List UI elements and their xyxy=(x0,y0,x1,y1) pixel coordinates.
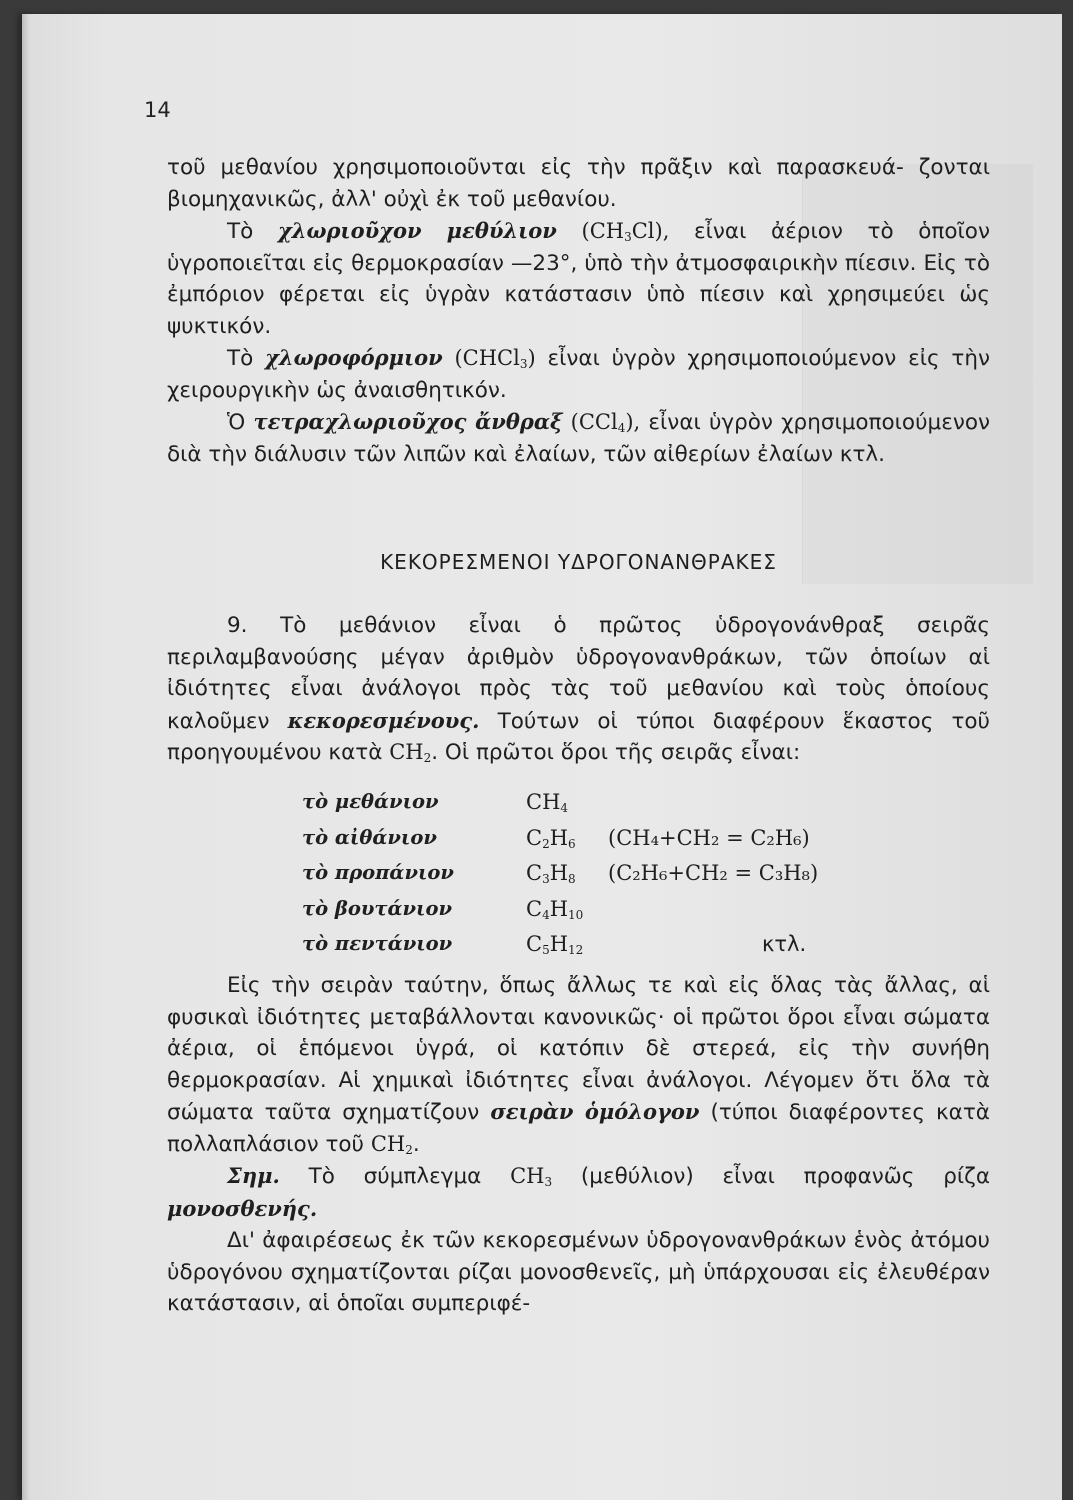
series-row-propane xyxy=(302,861,902,897)
lead-word: Ὁ xyxy=(227,410,246,435)
series-formula: $C_2H_6$ xyxy=(526,825,576,851)
series-row-ethane xyxy=(302,826,902,862)
term-saturated: κεκορεσμένους. xyxy=(287,707,480,733)
paragraph-radicals xyxy=(167,1225,990,1320)
formula-methyl-chloride: $(CH_3Cl)$, xyxy=(581,219,670,244)
text-block-top xyxy=(167,152,990,470)
series-etc: κτλ. xyxy=(762,932,807,956)
series-text-a: Εἰς τὴν σειρὰν ταύτην, ὅπως ἄλλως τε καὶ εἰς ὅλας τὰς ἄλλας, αἱ φυσικαὶ ἰδιότητες μεταβάλλονται κανονικῶς· οἱ πρῶτοι ὅροι εἶναι σώματα ἀέρια, οἱ ἑπόμενοι ὑγρά, οἱ κατόπιν δὲ στερεά, εἰς τὴν συνήθη θερμοκρασίαν. Αἱ χημικαὶ ἰδιότητες εἶναι ἀνάλογοι. Λέγομεν ὅτι ὅλα τὰ σώματα ταῦτα σχηματίζουν xyxy=(167,973,990,1125)
ccl4-text: εἶναι ὑγρὸν χρησιμοποιούμενον διὰ τὴν διάλυσιν τῶν λιπῶν καὶ ἐλαίων, τῶν αἰθερίων ἐλαίων κτλ. xyxy=(167,410,990,467)
paragraph-9 xyxy=(167,610,990,769)
series-formula: $C_5H_{12}$ xyxy=(526,932,584,957)
series-formula: $CH_4$ xyxy=(526,790,569,815)
paragraph-carbon-tetrachloride xyxy=(167,406,990,470)
formula-chloroform: (CHCl$_3$) xyxy=(454,346,536,371)
series-formula: $C_3H_8$ xyxy=(526,861,576,886)
lead-word: Τὸ xyxy=(227,346,254,371)
intro-line-2: ζονται βιομηχανικῶς, ἀλλ' οὐχὶ ἐκ τοῦ μεθανίου. xyxy=(167,155,990,212)
formula-ch2: $CH_2$ xyxy=(370,1131,413,1157)
series-name: τὸ προπάνιον xyxy=(302,861,454,884)
term-chloroform: χλωροφόρμιον xyxy=(265,345,443,370)
paragraph-note xyxy=(167,1160,990,1225)
paragraph-series-properties xyxy=(167,970,990,1160)
paragraph-intro xyxy=(167,152,990,215)
series-name: τὸ βουτάνιον xyxy=(302,896,453,920)
para9-text-b: Τούτων οἱ τύποι διαφέρουν ἕκαστος τοῦ προηγουμένου κατὰ xyxy=(167,708,990,765)
series-formula: $C_4H_{10}$ xyxy=(526,896,584,922)
series-name: τὸ αἰθάνιον xyxy=(302,825,437,849)
series-row-methane xyxy=(302,790,902,826)
radicals-text: Δι' ἀφαιρέσεως ἐκ τῶν κεκορεσμένων ὑδρογονανθράκων ἑνὸς ἀτόμου ὑδρογόνου σχηματίζονται ρίζαι μονοσθενεῖς, μὴ ὑπάρχουσαι εἰς ἐλευθέραν κατάστασιν, αἱ ὁποῖαι συμπεριφέ- xyxy=(167,1228,990,1316)
page-gutter xyxy=(22,14,30,1500)
term-methyl-chloride: χλωριοῦχον μεθύλιον xyxy=(277,218,557,243)
formula-carbon-tetrachloride: (CCl$_4$), xyxy=(570,410,641,435)
series-name: τὸ μεθάνιον xyxy=(302,790,439,813)
text-block-bottom xyxy=(167,970,990,1320)
term-monovalent: μονοσθενής. xyxy=(167,1195,318,1221)
section-heading: ΚΕΚΟΡΕΣΜΕΝΟΙ ΥΔΡΟΓΟΝΑΝΘΡΑΚΕΣ xyxy=(380,550,777,574)
series-derivation: (C₂H₆+CH₂ = C₃H₈) xyxy=(608,861,819,885)
methyl-chloride-text: εἶναι ἀέριον τὸ ὁποῖον ὑγροποιεῖται εἰς θερμοκρασίαν —23°, ὑπὸ τὴν ἀτμοσφαιρικὴν πίεσιν. Εἰς τὸ ἐμπόριον φέρεται εἰς ὑγρὰν κατάστασιν ὑπὸ πίεσιν καὶ χρησιμεύει ὡς ψυκτικόν. xyxy=(167,219,990,339)
intro-line-1: τοῦ μεθανίου χρησιμοποιοῦνται εἰς τὴν πρᾶξιν καὶ παρασκευά- xyxy=(167,155,904,180)
term-homologous-series: σειρὰν ὁμόλογον xyxy=(490,1099,700,1124)
note-text-b: (μεθύλιον) εἶναι προφανῶς ρίζα xyxy=(580,1164,990,1189)
page-number: 14 xyxy=(144,98,171,122)
formula-ch3: $CH_3$ xyxy=(510,1164,553,1189)
paragraph-chloroform xyxy=(167,342,990,406)
term-carbon-tetrachloride: τετραχλωριοῦχος ἄνθραξ xyxy=(253,409,563,434)
series-row-butane xyxy=(302,897,902,933)
note-label: Σημ. xyxy=(227,1163,280,1188)
paragraph-methyl-chloride xyxy=(167,215,990,342)
formula-ch2: $CH_2$ xyxy=(389,740,432,765)
note-text-a: Τὸ σύμπλεγμα xyxy=(308,1164,482,1189)
series-text-c: . xyxy=(412,1131,420,1157)
para9-text-a: 9. Τὸ μεθάνιον εἶναι ὁ πρῶτος ὑδρογονάνθραξ σειρᾶς περιλαμβανούσης μέγαν ἀριθμὸν ὑδρογονανθράκων, τῶν ὁποίων αἱ ἰδιότητες εἶναι ἀνάλογοι πρὸς τὰς τοῦ μεθανίου καὶ τοὺς ὁποίους καλοῦμεν xyxy=(167,613,990,734)
text-block-section-9 xyxy=(167,610,990,769)
chloroform-text: εἶναι ὑγρὸν χρησιμοποιούμενον εἰς τὴν χειρουργικὴν ὡς ἀναισθητικόν. xyxy=(167,346,990,403)
homologous-series-list xyxy=(302,790,902,968)
para9-text-c: . Οἱ πρῶτοι ὅροι τῆς σειρᾶς εἶναι: xyxy=(431,740,801,765)
lead-word: Τὸ xyxy=(227,219,254,244)
series-row-pentane xyxy=(302,932,902,968)
series-text-b: (τύποι διαφέροντες κατὰ πολλαπλάσιον τοῦ xyxy=(167,1100,990,1157)
series-derivation: (CH₄+CH₂ = C₂H₆) xyxy=(608,825,810,850)
series-name: τὸ πεντάνιον xyxy=(302,932,453,955)
